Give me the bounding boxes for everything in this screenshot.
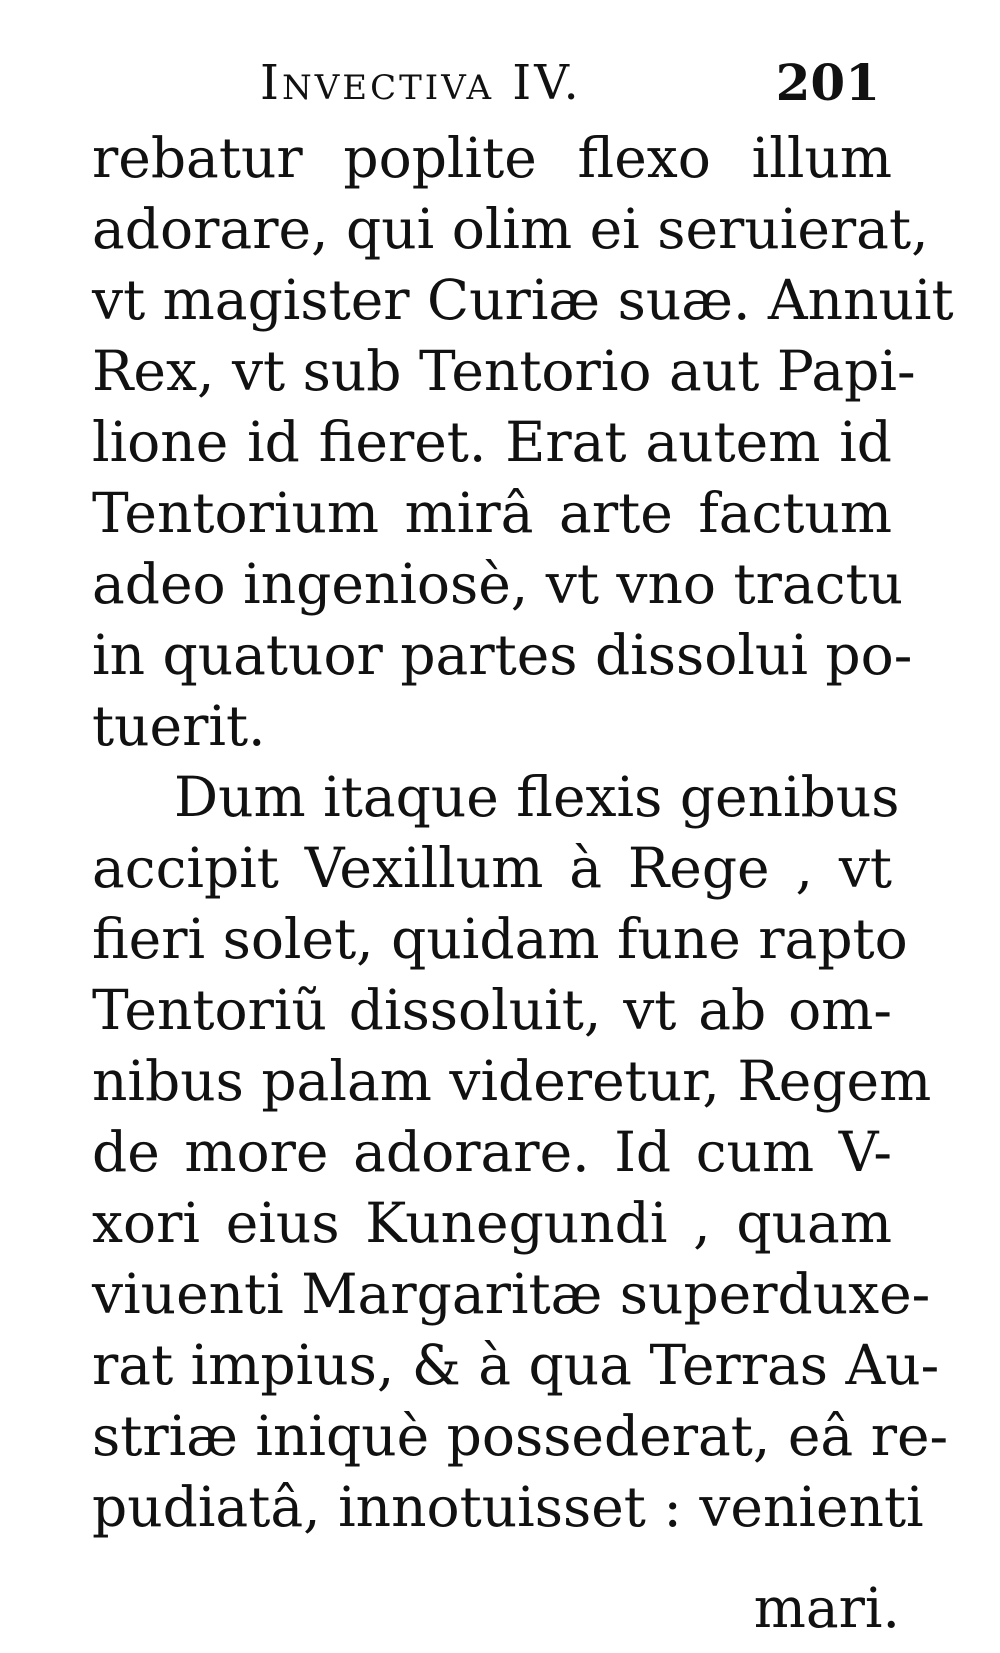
text-line: de more adorare. Id cum V- [92, 1120, 892, 1184]
catchword: mari. [753, 1576, 900, 1640]
text-line: xori eius Kunegundi , quam [92, 1191, 892, 1255]
text-line: accipit Vexillum à Rege , vt [92, 836, 892, 900]
text-line: Dum itaque flexis genibus [174, 765, 900, 829]
body-text [92, 123, 954, 1543]
text-line: Tentorium mirâ arte factum [92, 481, 892, 545]
page-number: 201 [775, 53, 880, 112]
text-line: rat impius, & à qua Terras Au- [92, 1333, 940, 1397]
running-title: Invectiva IV. [260, 55, 582, 111]
text-line: in quatuor partes dissolui po- [92, 623, 913, 687]
text-line: rebatur poplite flexo illum [92, 126, 892, 190]
text-line: viuenti Margaritæ superduxe- [92, 1262, 931, 1326]
text-line: pudiatâ, innotuisset : venienti [92, 1475, 924, 1539]
text-line: lione id fieret. Erat autem id [92, 410, 892, 474]
text-line: Rex, vt sub Tentorio aut Papi- [92, 339, 916, 403]
text-line: tuerit. [92, 694, 266, 758]
text-line: vt magister Curiæ suæ. Annuit [92, 268, 954, 332]
page-header [240, 48, 880, 118]
text-line: adeo ingeniosè, vt vno tractu [92, 552, 904, 616]
text-line: adorare, qui olim ei seruierat, [92, 197, 929, 261]
text-line: striæ iniquè possederat, eâ re- [92, 1404, 949, 1468]
text-line: fieri solet, quidam fune rapto [92, 907, 908, 971]
text-line: nibus palam videretur, Regem [92, 1049, 932, 1113]
text-line: Tentoriũ dissoluit, vt ab om- [92, 978, 892, 1042]
